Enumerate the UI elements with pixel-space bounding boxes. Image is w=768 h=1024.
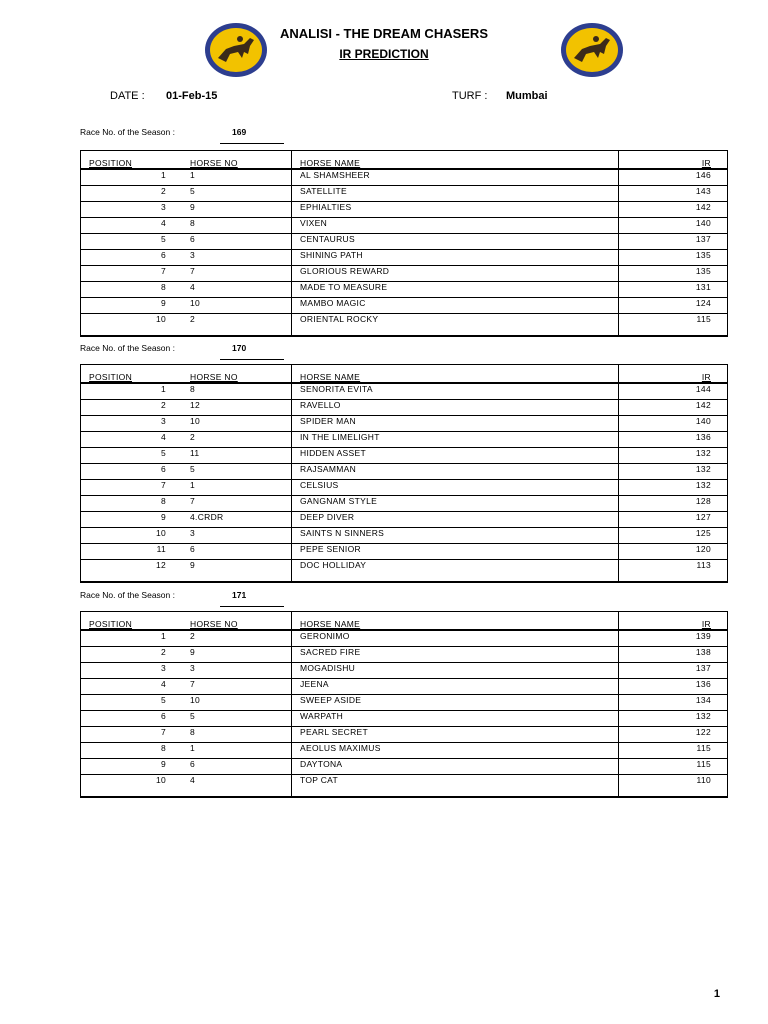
- column-header-horse-no: HORSE NO: [182, 151, 292, 170]
- horse-name-cell: AL SHAMSHEER: [292, 169, 619, 186]
- horse-no-cell: 9: [182, 560, 292, 583]
- position-cell: 3: [81, 663, 183, 679]
- position-cell: 6: [81, 250, 183, 266]
- table-row: [81, 169, 728, 186]
- position-cell: 2: [81, 647, 183, 663]
- horse-no-cell: 9: [182, 647, 292, 663]
- table-row: [81, 630, 728, 647]
- horse-name-cell: HIDDEN ASSET: [292, 448, 619, 464]
- position-cell: 7: [81, 266, 183, 282]
- table-row: [81, 250, 728, 266]
- horse-name-cell: TOP CAT: [292, 775, 619, 798]
- ir-cell: 143: [619, 186, 728, 202]
- race-number: 170: [232, 343, 247, 353]
- horse-no-cell: 4: [182, 282, 292, 298]
- table-row: [81, 234, 728, 250]
- position-cell: 9: [81, 512, 183, 528]
- table-row: [81, 448, 728, 464]
- horse-no-cell: 8: [182, 383, 292, 400]
- ir-cell: 125: [619, 528, 728, 544]
- horse-name-cell: SWEEP ASIDE: [292, 695, 619, 711]
- position-cell: 7: [81, 727, 183, 743]
- position-cell: 9: [81, 759, 183, 775]
- position-cell: 4: [81, 432, 183, 448]
- race-table: [80, 611, 728, 798]
- horse-name-cell: SENORITA EVITA: [292, 383, 619, 400]
- column-header-horse-no: HORSE NO: [182, 612, 292, 631]
- horse-name-cell: AEOLUS MAXIMUS: [292, 743, 619, 759]
- ir-cell: 136: [619, 432, 728, 448]
- race-number: 171: [232, 590, 247, 600]
- position-cell: 12: [155, 560, 166, 570]
- table-row: [81, 202, 728, 218]
- table-row: [81, 512, 728, 528]
- position-cell: 10: [155, 775, 166, 785]
- horse-no-cell: 2: [182, 630, 292, 647]
- position-cell: 8: [81, 282, 183, 298]
- position-cell: 3: [81, 202, 183, 218]
- table-row: [81, 480, 728, 496]
- ir-cell: 127: [619, 512, 728, 528]
- ir-cell: 135: [619, 250, 728, 266]
- table-row: [81, 298, 728, 314]
- horse-no-cell: 6: [182, 759, 292, 775]
- position-cell: 2: [81, 186, 183, 202]
- race-label: Race No. of the Season :: [80, 590, 175, 600]
- horse-no-cell: 10: [182, 695, 292, 711]
- position-cell: 10: [81, 528, 183, 544]
- horse-no-cell: 2: [182, 432, 292, 448]
- horse-name-cell: GLORIOUS REWARD: [292, 266, 619, 282]
- table-row: [81, 314, 728, 337]
- horse-name-cell: DEEP DIVER: [292, 512, 619, 528]
- horse-name-cell: EPHIALTIES: [292, 202, 619, 218]
- horse-name-cell: MAMBO MAGIC: [292, 298, 619, 314]
- horse-no-cell: 1: [182, 743, 292, 759]
- table-row: [81, 679, 728, 695]
- position-cell: 5: [81, 695, 183, 711]
- horse-no-cell: 4: [182, 775, 292, 798]
- table-row: [81, 647, 728, 663]
- ir-cell: 132: [619, 464, 728, 480]
- horse-name-cell: GANGNAM STYLE: [292, 496, 619, 512]
- position-cell: 5: [81, 234, 183, 250]
- position-cell: 1: [81, 169, 183, 186]
- race-table: [80, 150, 728, 337]
- race-number-underline: [220, 359, 284, 360]
- horse-name-cell: PEPE SENIOR: [292, 544, 619, 560]
- ir-cell: 128: [619, 496, 728, 512]
- ir-cell: 140: [619, 218, 728, 234]
- table-row: [81, 528, 728, 544]
- ir-cell: 115: [619, 743, 728, 759]
- position-cell: 6: [81, 711, 183, 727]
- race-table: [80, 364, 728, 583]
- horse-name-cell: IN THE LIMELIGHT: [292, 432, 619, 448]
- horse-name-cell: PEARL SECRET: [292, 727, 619, 743]
- column-header-ir: IR: [619, 612, 728, 631]
- ir-cell: 132: [619, 711, 728, 727]
- position-cell: 4: [81, 679, 183, 695]
- table-row: [81, 759, 728, 775]
- ir-cell: 138: [619, 647, 728, 663]
- turf-value: Mumbai: [506, 90, 548, 102]
- horse-name-cell: WARPATH: [292, 711, 619, 727]
- table-row: [81, 432, 728, 448]
- ir-cell: 135: [619, 266, 728, 282]
- horse-name-cell: JEENA: [292, 679, 619, 695]
- position-cell: 3: [81, 416, 183, 432]
- position-cell: 4: [81, 218, 183, 234]
- horse-name-cell: DOC HOLLIDAY: [292, 560, 619, 583]
- date-value: 01-Feb-15: [166, 90, 218, 102]
- horse-name-cell: SPIDER MAN: [292, 416, 619, 432]
- table-row: [81, 282, 728, 298]
- horse-no-cell: 6: [182, 544, 292, 560]
- turf-label: TURF :: [452, 90, 488, 102]
- horse-no-cell: 5: [182, 711, 292, 727]
- horse-name-cell: CELSIUS: [292, 480, 619, 496]
- ir-cell: 144: [619, 383, 728, 400]
- horse-no-cell: 8: [182, 727, 292, 743]
- horse-name-cell: VIXEN: [292, 218, 619, 234]
- horse-name-cell: MOGADISHU: [292, 663, 619, 679]
- table-row: [81, 711, 728, 727]
- table-row: [81, 560, 728, 583]
- horse-name-cell: SATELLITE: [292, 186, 619, 202]
- column-header-ir: IR: [619, 151, 728, 170]
- column-header-horse-name: HORSE NAME: [292, 612, 619, 631]
- position-cell: 2: [81, 400, 183, 416]
- horse-no-cell: 5: [182, 186, 292, 202]
- horse-name-cell: SHINING PATH: [292, 250, 619, 266]
- horse-no-cell: 7: [182, 679, 292, 695]
- page-subtitle: IR PREDICTION: [339, 47, 429, 61]
- race-number-underline: [220, 143, 284, 144]
- ir-cell: 146: [619, 169, 728, 186]
- position-cell: 8: [81, 743, 183, 759]
- page-title: ANALISI - THE DREAM CHASERS: [279, 26, 488, 41]
- race-number: 169: [232, 127, 247, 137]
- column-header-position: POSITION: [81, 151, 183, 170]
- position-cell: 1: [81, 383, 183, 400]
- horse-no-cell: 7: [182, 496, 292, 512]
- horse-no-cell: 3: [182, 528, 292, 544]
- table-row: [81, 186, 728, 202]
- ir-cell: 132: [619, 480, 728, 496]
- ir-cell: 136: [619, 679, 728, 695]
- column-header-position: POSITION: [81, 365, 183, 384]
- ir-cell: 110: [696, 775, 711, 785]
- position-cell: 5: [81, 448, 183, 464]
- column-header-position: POSITION: [81, 612, 183, 631]
- ir-cell: 124: [619, 298, 728, 314]
- column-header-horse-name: HORSE NAME: [292, 151, 619, 170]
- ir-cell: 131: [619, 282, 728, 298]
- table-row: [81, 496, 728, 512]
- date-label: DATE :: [110, 90, 145, 102]
- table-row: [81, 695, 728, 711]
- horse-no-cell: 5: [182, 464, 292, 480]
- table-row: [81, 266, 728, 282]
- horse-name-cell: DAYTONA: [292, 759, 619, 775]
- horse-no-cell: 2: [182, 314, 292, 337]
- horse-no-cell: 8: [182, 218, 292, 234]
- horse-no-cell: 6: [182, 234, 292, 250]
- horse-name-cell: GERONIMO: [292, 630, 619, 647]
- horse-no-cell: 10: [182, 416, 292, 432]
- horse-name-cell: RAVELLO: [292, 400, 619, 416]
- ir-cell: 142: [619, 400, 728, 416]
- horse-no-cell: 12: [182, 400, 292, 416]
- ir-cell: 113: [696, 560, 711, 570]
- ir-cell: 120: [619, 544, 728, 560]
- horse-no-cell: 7: [182, 266, 292, 282]
- page-number: 1: [713, 988, 720, 1000]
- table-row: [81, 727, 728, 743]
- position-cell: 9: [81, 298, 183, 314]
- column-header-ir: IR: [619, 365, 728, 384]
- horse-name-cell: SAINTS N SINNERS: [292, 528, 619, 544]
- ir-cell: 134: [619, 695, 728, 711]
- horse-no-cell: 9: [182, 202, 292, 218]
- ir-cell: 137: [619, 663, 728, 679]
- table-row: [81, 416, 728, 432]
- table-row: [81, 544, 728, 560]
- position-cell: 7: [81, 480, 183, 496]
- horse-no-cell: 11: [182, 448, 292, 464]
- table-row: [81, 383, 728, 400]
- ir-cell: 122: [619, 727, 728, 743]
- table-row: [81, 400, 728, 416]
- column-header-horse-name: HORSE NAME: [292, 365, 619, 384]
- table-row: [81, 663, 728, 679]
- horse-no-cell: 4.CRDR: [182, 512, 292, 528]
- horse-no-cell: 10: [182, 298, 292, 314]
- ir-cell: 115: [619, 759, 728, 775]
- ir-cell: 140: [619, 416, 728, 432]
- race-label: Race No. of the Season :: [80, 127, 175, 137]
- horse-name-cell: MADE TO MEASURE: [292, 282, 619, 298]
- position-cell: 8: [81, 496, 183, 512]
- horse-no-cell: 3: [182, 663, 292, 679]
- horse-no-cell: 3: [182, 250, 292, 266]
- horse-name-cell: RAJSAMMAN: [292, 464, 619, 480]
- ir-cell: 142: [619, 202, 728, 218]
- position-cell: 11: [81, 544, 183, 560]
- horse-name-cell: SACRED FIRE: [292, 647, 619, 663]
- table-row: [81, 775, 728, 798]
- horse-name-cell: ORIENTAL ROCKY: [292, 314, 619, 337]
- table-row: [81, 464, 728, 480]
- table-row: [81, 218, 728, 234]
- column-header-horse-no: HORSE NO: [182, 365, 292, 384]
- horse-no-cell: 1: [182, 169, 292, 186]
- horse-no-cell: 1: [182, 480, 292, 496]
- position-cell: 6: [81, 464, 183, 480]
- race-label: Race No. of the Season :: [80, 343, 175, 353]
- ir-cell: 137: [619, 234, 728, 250]
- horse-name-cell: CENTAURUS: [292, 234, 619, 250]
- position-cell: 1: [81, 630, 183, 647]
- ir-cell: 132: [619, 448, 728, 464]
- race-number-underline: [220, 606, 284, 607]
- ir-cell: 115: [696, 314, 711, 324]
- position-cell: 10: [155, 314, 166, 324]
- table-row: [81, 743, 728, 759]
- ir-cell: 139: [619, 630, 728, 647]
